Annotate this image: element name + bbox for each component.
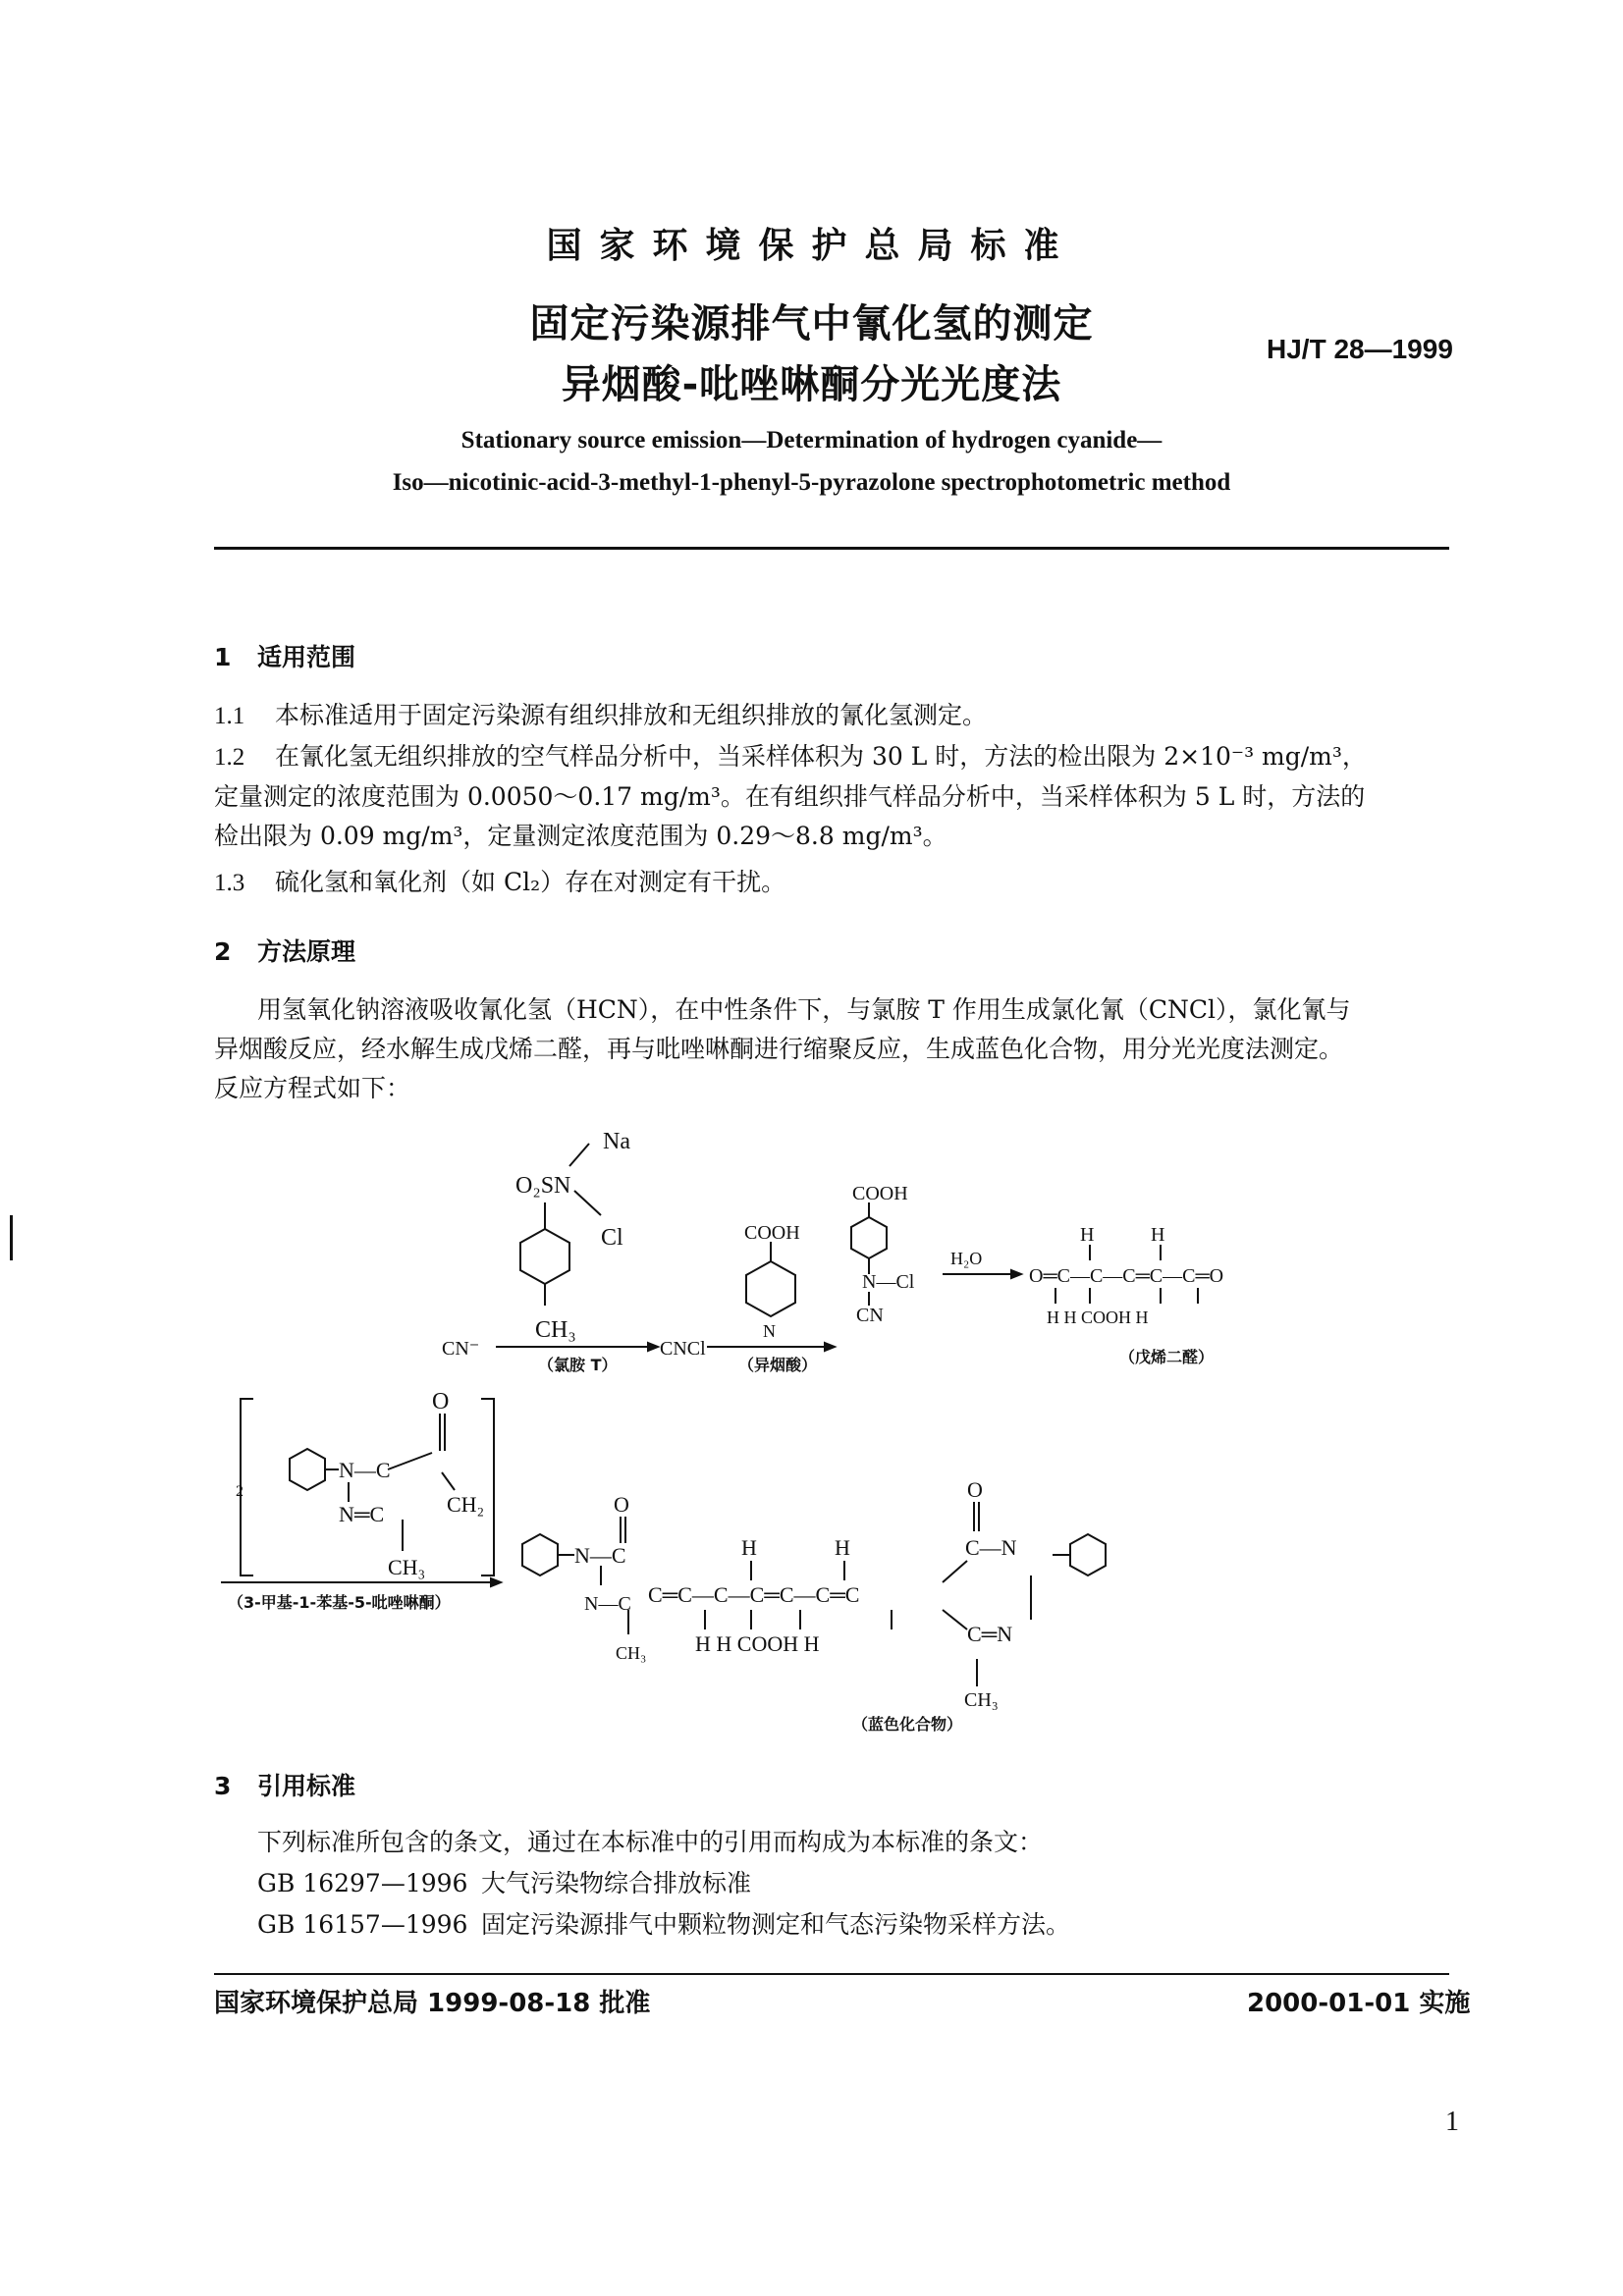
english-title-line-1: Stationary source emission—Determination of hydrogen cyanide— xyxy=(460,427,1163,454)
chloramine-t-caption: （氯胺 T） xyxy=(538,1356,618,1374)
paragraph-line: 反应方程式如下： xyxy=(214,1074,411,1102)
paragraph-line: 用氢氧化钠溶液吸收氰化氢（HCN），在中性条件下，与氯胺 T 作用生成氯化氰（CNCl），氯化氰与 xyxy=(257,995,1351,1024)
clause-text: 本标准适用于固定污染源有组织排放和无组织排放的氰化氢测定。 xyxy=(275,701,988,729)
isonicotinic-cooh-label: COOH xyxy=(744,1222,800,1244)
clause-number: 1.2 xyxy=(214,744,245,771)
blue-left-n-c-lower: N—C xyxy=(584,1593,631,1615)
clause-number: 1.3 xyxy=(214,870,245,896)
reference-name: 固定污染源排气中颗粒物测定和气态污染物采样方法。 xyxy=(481,1910,1071,1939)
chlorine-label: Cl xyxy=(601,1225,623,1251)
blue-right-methyl: CH₃ xyxy=(964,1689,999,1711)
clause-text-line: 在氰化氢无组织排放的空气样品分析中，当采样体积为 30 L 时，方法的检出限为 2×10⁻³ mg/m³， xyxy=(275,742,1367,771)
blue-chain: C═C—C—C═C—C═C xyxy=(648,1582,860,1607)
glutaconaldehyde-chain: O═C—C—C═C—C═O xyxy=(1029,1265,1224,1287)
section-3-heading xyxy=(214,1767,355,1802)
title-line-1: 固定污染源排气中氰化氢的测定 xyxy=(529,301,1094,347)
pyrazolone-caption: （3-甲基-1-苯基-5-吡唑啉酮） xyxy=(228,1593,451,1612)
section-title: 引用标准 xyxy=(257,1772,356,1800)
section-number: 2 xyxy=(214,937,232,966)
blue-chain-bottom: H H COOH H xyxy=(695,1631,820,1656)
pyrazolone-oxygen: O xyxy=(432,1389,450,1415)
glutaconaldehyde-caption: （戊烯二醛） xyxy=(1119,1348,1215,1366)
clause-number: 1.1 xyxy=(214,703,245,729)
glutaconaldehyde-bottom: H H COOH H xyxy=(1047,1308,1149,1327)
glutaconaldehyde-top-h: H xyxy=(1080,1224,1095,1246)
section-title: 方法原理 xyxy=(257,937,356,966)
page-number: 1 xyxy=(1445,2107,1459,2137)
blue-left-methyl: CH₃ xyxy=(616,1643,647,1663)
pyridinium-ncl-label: N—Cl xyxy=(862,1271,915,1293)
pyrazolone-methyl: CH₃ xyxy=(388,1555,426,1579)
effective-date: 2000-01-01 实施 xyxy=(1247,1989,1471,2018)
blue-right-c-n-double: C═N xyxy=(967,1622,1013,1646)
pyrazolone-ch2: CH₂ xyxy=(447,1492,485,1517)
scan-mark xyxy=(10,1215,13,1260)
cyanogen-chloride-label: CNCl xyxy=(660,1338,706,1360)
reference-item xyxy=(257,1867,1534,1900)
glutaconaldehyde-top-h: H xyxy=(1151,1224,1165,1246)
clause-text-line: 定量测定的浓度范围为 0.0050～0.17 mg/m³。在有组织排气样品分析中，当采样体积为 5 L 时，方法的 xyxy=(214,782,1366,811)
issuing-body-heading: 国家环境保护总局标准 xyxy=(546,226,1077,266)
blue-chain-top-h: H xyxy=(741,1535,757,1560)
footer-rule xyxy=(214,1973,1449,1975)
stoichiometric-coefficient: 2 xyxy=(236,1483,243,1500)
blue-right-c-n: C—N xyxy=(965,1535,1017,1560)
water-label: H₂O xyxy=(950,1249,983,1268)
blue-left-n-c: N—C xyxy=(574,1543,626,1568)
blue-left-oxygen: O xyxy=(614,1492,629,1517)
reference-item xyxy=(257,1908,1534,1942)
pyridinium-cooh-label: COOH xyxy=(852,1183,908,1204)
reference-code: GB 16297—1996 xyxy=(257,1869,468,1897)
blue-right-oxygen: O xyxy=(967,1477,983,1502)
pyrazolone-n-c: N—C xyxy=(339,1458,391,1482)
section-number: 1 xyxy=(214,643,232,671)
sodium-label: Na xyxy=(603,1129,630,1154)
section-number: 3 xyxy=(214,1772,232,1800)
cyanide-ion-label: CN⁻ xyxy=(442,1338,480,1360)
references-intro: 下列标准所包含的条文，通过在本标准中的引用而构成为本标准的条文： xyxy=(257,1828,1044,1856)
blue-compound-caption: （蓝色化合物） xyxy=(852,1715,963,1734)
reference-name: 大气污染物综合排放标准 xyxy=(481,1869,752,1897)
isonicotinic-acid-caption: （异烟酸） xyxy=(738,1356,818,1374)
english-title-line-2: Iso—nicotinic-acid-3-methyl-1-phenyl-5-pyrazolone spectrophotometric method xyxy=(392,469,1231,496)
methyl-label: CH₃ xyxy=(535,1317,576,1343)
sulfonamide-label: O₂SN xyxy=(515,1173,571,1199)
paragraph-line: 异烟酸反应，经水解生成戊烯二醛，再与吡唑啉酮进行缩聚反应，生成蓝色化合物，用分光光度法测定。 xyxy=(214,1035,1344,1063)
reference-code: GB 16157—1996 xyxy=(257,1910,468,1939)
pyridinium-cn-label: CN xyxy=(856,1305,884,1326)
blue-chain-top-h: H xyxy=(835,1535,850,1560)
standard-code: HJ/T 28—1999 xyxy=(1267,334,1453,364)
pyrazolone-n-c-double: N═C xyxy=(339,1502,385,1526)
approval-date: 国家环境保护总局 1999-08-18 批准 xyxy=(214,1989,651,2018)
clause-text-line: 检出限为 0.09 mg/m³，定量测定浓度范围为 0.29～8.8 mg/m³。 xyxy=(214,822,947,850)
clause-text: 硫化氢和氧化剂（如 Cl₂）存在对测定有干扰。 xyxy=(275,868,786,896)
section-title: 适用范围 xyxy=(257,643,356,671)
title-line-2: 异烟酸-吡唑啉酮分光光度法 xyxy=(561,362,1062,407)
pyridine-nitrogen-label: N xyxy=(763,1321,776,1341)
